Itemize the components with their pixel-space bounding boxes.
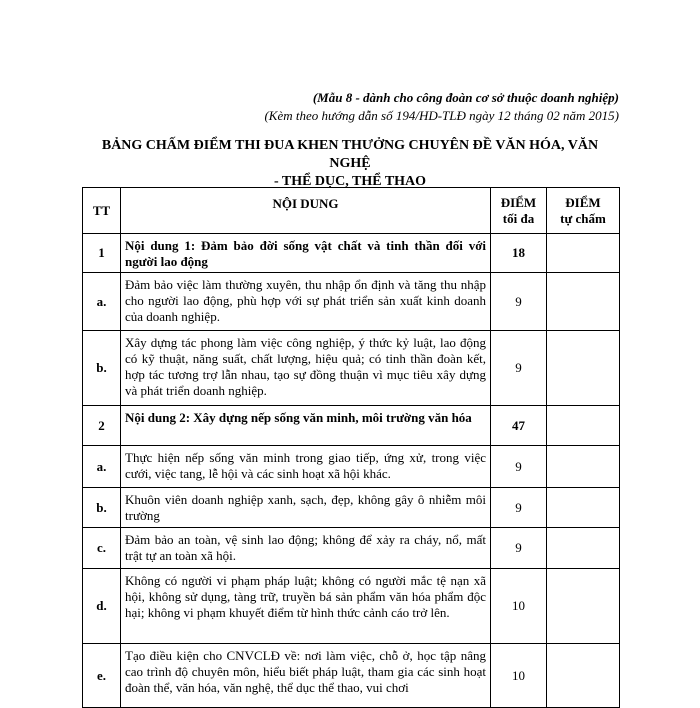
row-tt: 2 (83, 406, 121, 446)
header-tt: TT (83, 188, 121, 234)
row-content: Xây dựng tác phong làm việc công nghiệp, ý thức kỷ luật, lao động có kỹ thuật, năng suất, chất lượng, hiệu quả; có tinh thần đoàn kết, hợp tác tương trợ lẫn nhau, tạo sự đồng thuận vì mục tiêu xây dựng và phát triển doanh nghiệp. (121, 331, 491, 406)
row-content: Nội dung 1: Đảm bảo đời sống vật chất và tinh thần đối với người lao động (121, 234, 491, 273)
row-content: Đảm bảo việc làm thường xuyên, thu nhập ổn định và tăng thu nhập cho người lao động, phù hợp với sự phát triển sản xuất kinh doanh của doanh nghiệp. (121, 273, 491, 331)
table-row (83, 644, 620, 708)
row-max-score: 10 (491, 569, 547, 644)
row-max-score: 9 (491, 446, 547, 488)
table-row (83, 446, 620, 488)
table-row (83, 569, 620, 644)
guide-note: (Kèm theo hướng dẫn số 194/HD-TLĐ ngày 12 tháng 02 năm 2015) (264, 108, 619, 123)
row-self-score[interactable] (547, 528, 620, 569)
row-self-score[interactable] (547, 406, 620, 446)
table-row (83, 331, 620, 406)
row-self-score[interactable] (547, 446, 620, 488)
title-line-2: - THỂ DỤC, THỂ THAO (273, 174, 427, 189)
table-row (83, 488, 620, 528)
row-max-score: 9 (491, 331, 547, 406)
header-max-score (491, 188, 547, 234)
header-max-l2: tối đa (502, 210, 535, 226)
row-content: Không có người vi phạm pháp luật; không có người mắc tệ nạn xã hội, không sử dụng, tàng trữ, truyền bá sản phẩm văn hóa phẩm độc hại; không vi phạm khuyết điểm từ hình thức cảnh cáo trở lên. (121, 569, 491, 644)
row-max-score: 18 (491, 234, 547, 273)
row-self-score[interactable] (547, 331, 620, 406)
row-self-score[interactable] (547, 569, 620, 644)
header-self-l1: ĐIỂM (565, 194, 601, 210)
document-title (80, 137, 620, 191)
row-tt: e. (83, 644, 121, 708)
row-self-score[interactable] (547, 488, 620, 528)
table-header-row (83, 188, 620, 234)
row-tt: a. (83, 273, 121, 331)
row-tt: a. (83, 446, 121, 488)
row-max-score: 9 (491, 528, 547, 569)
row-self-score[interactable] (547, 644, 620, 708)
row-tt: b. (83, 488, 121, 528)
row-max-score: 9 (491, 488, 547, 528)
row-content: Nội dung 2: Xây dựng nếp sống văn minh, môi trường văn hóa (121, 406, 491, 446)
table-row (83, 406, 620, 446)
header-content-label: NỘI DUNG (272, 196, 339, 211)
row-content: Thực hiện nếp sống văn minh trong giao tiếp, ứng xử, trong việc cưới, việc tang, lễ hội và các sinh hoạt xã hội khác. (121, 446, 491, 488)
header-self-l2: tự chấm (560, 210, 606, 226)
row-max-score: 9 (491, 273, 547, 331)
table-row (83, 234, 620, 273)
row-tt: c. (83, 528, 121, 569)
header-max-l1: ĐIỂM (500, 194, 537, 210)
row-content: Đảm bảo an toàn, vệ sinh lao động; không để xảy ra cháy, nổ, mất trật tự an toàn xã hội. (121, 528, 491, 569)
form-note: (Mẫu 8 - dành cho công đoàn cơ sở thuộc doanh nghiệp) (312, 90, 619, 105)
row-max-score: 10 (491, 644, 547, 708)
row-self-score[interactable] (547, 234, 620, 273)
row-max-score: 47 (491, 406, 547, 446)
row-content: Khuôn viên doanh nghiệp xanh, sạch, đẹp, không gây ô nhiễm môi trường (121, 488, 491, 528)
title-line-1: BẢNG CHẤM ĐIỂM THI ĐUA KHEN THƯỞNG CHUYÊN ĐỀ VĂN HÓA, VĂN NGHỆ (101, 138, 599, 171)
row-tt: d. (83, 569, 121, 644)
header-content (121, 188, 491, 234)
row-content: Tạo điều kiện cho CNVCLĐ về: nơi làm việc, chỗ ở, học tập nâng cao trình độ chuyên môn, hiểu biết pháp luật, tham gia các sinh hoạt đoàn thể, văn hóa, văn nghệ, thể dục thể thao, vui chơi (121, 644, 491, 708)
row-tt: b. (83, 331, 121, 406)
table-row (83, 273, 620, 331)
row-self-score[interactable] (547, 273, 620, 331)
header-self-score (547, 188, 620, 234)
table-row (83, 528, 620, 569)
row-tt: 1 (83, 234, 121, 273)
scoring-table (82, 187, 620, 708)
